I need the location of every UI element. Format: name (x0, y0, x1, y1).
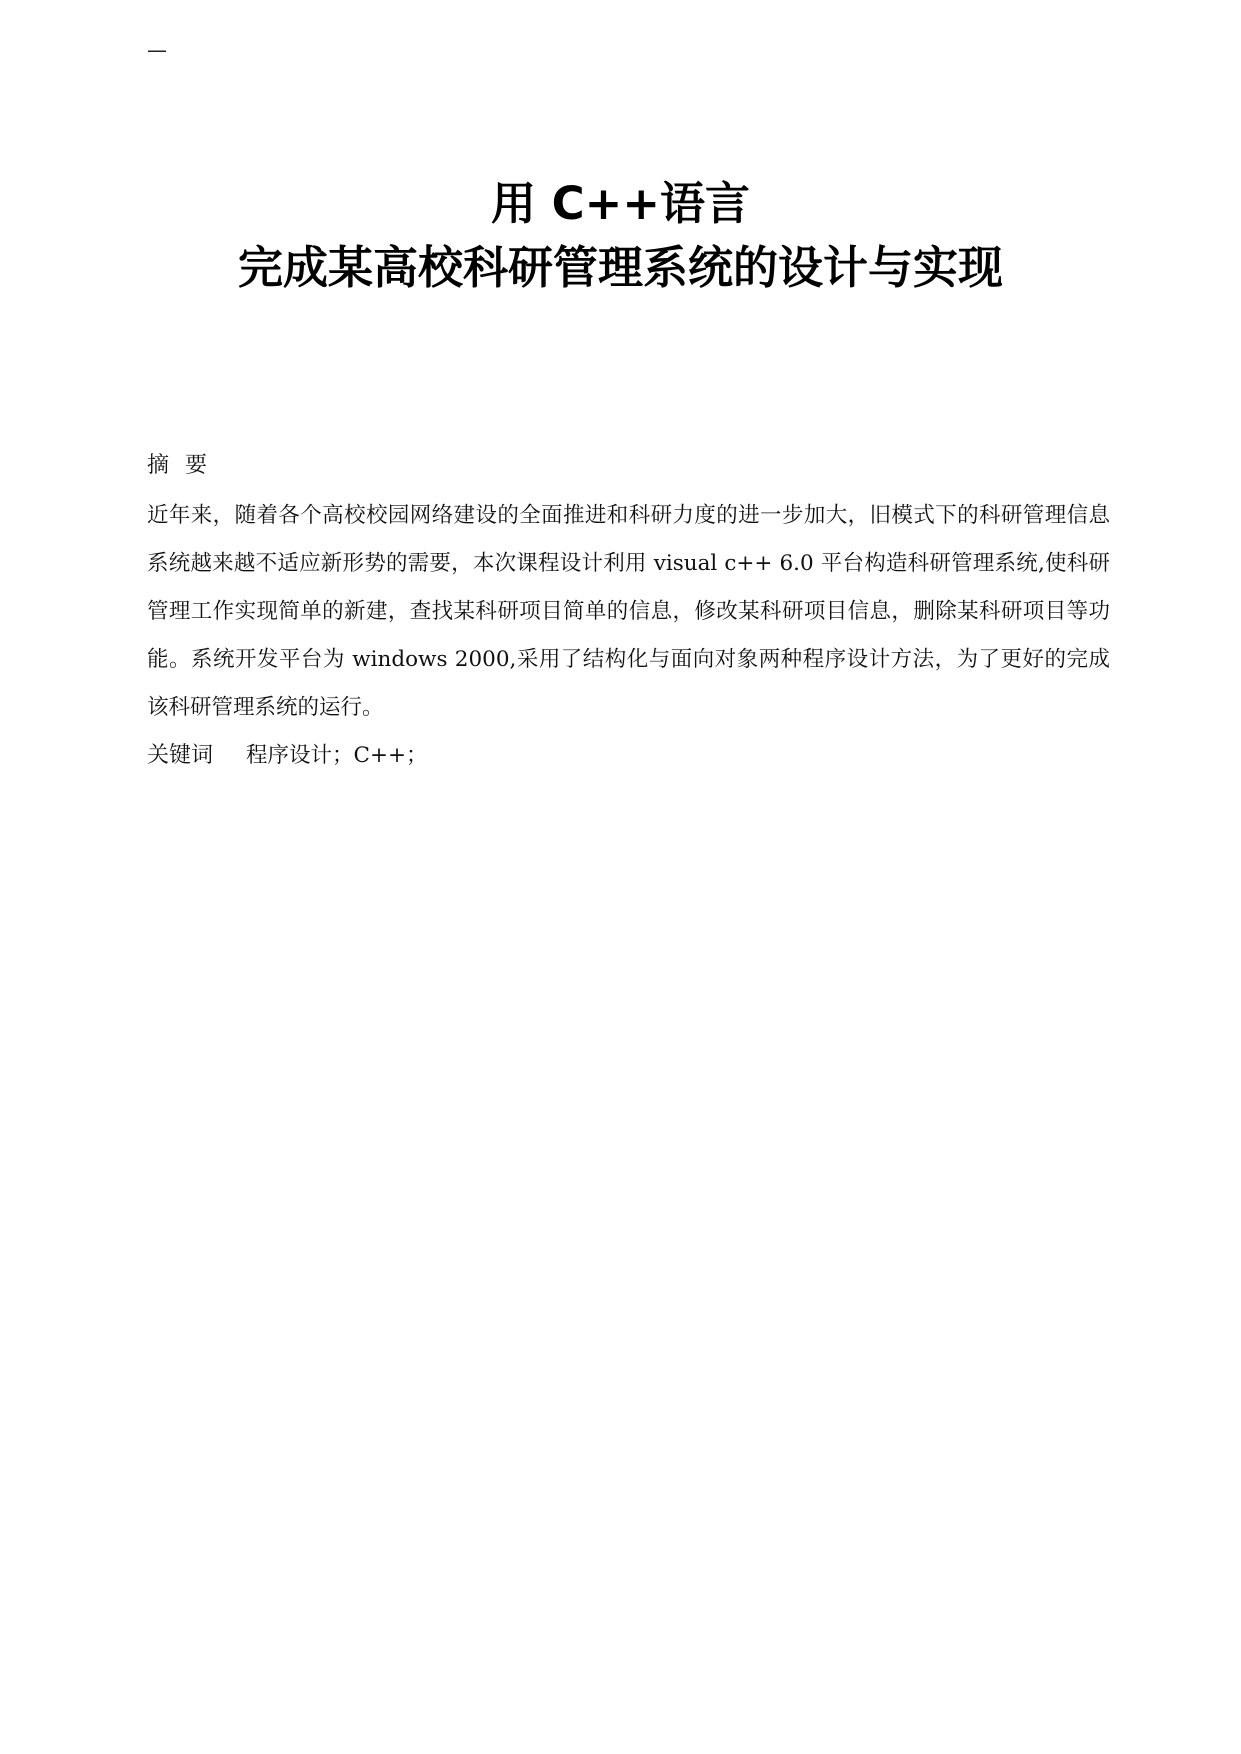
keywords-line (147, 732, 1110, 780)
abstract-body: 近年来，随着各个高校校园网络建设的全面推进和科研力度的进一步加大，旧模式下的科研管理信息系统越来越不适应新形势的需要，本次课程设计利用 visual c++ 6.0 平台构造科研管理系统,使科研管理工作实现简单的新建，查找某科研项目简单的信息，修改某科研项目信息，删除某科研项目等功能。系统开发平台为 windows 2000,采用了结构化与面向对象两种程序设计方法，为了更好的完成该科研管理系统的运行。 (147, 503, 1110, 720)
document-title (0, 172, 1241, 300)
title-line-1: 用 C++语言 (490, 177, 751, 230)
title-line-2: 完成某高校科研管理系统的设计与实现 (237, 241, 1003, 294)
keywords-value: 程序设计；C++； (246, 743, 428, 768)
abstract-section (147, 450, 1110, 780)
header-mark: — (147, 38, 167, 62)
abstract-heading: 摘要 (147, 453, 224, 478)
keywords-label: 关键词 (147, 743, 214, 768)
